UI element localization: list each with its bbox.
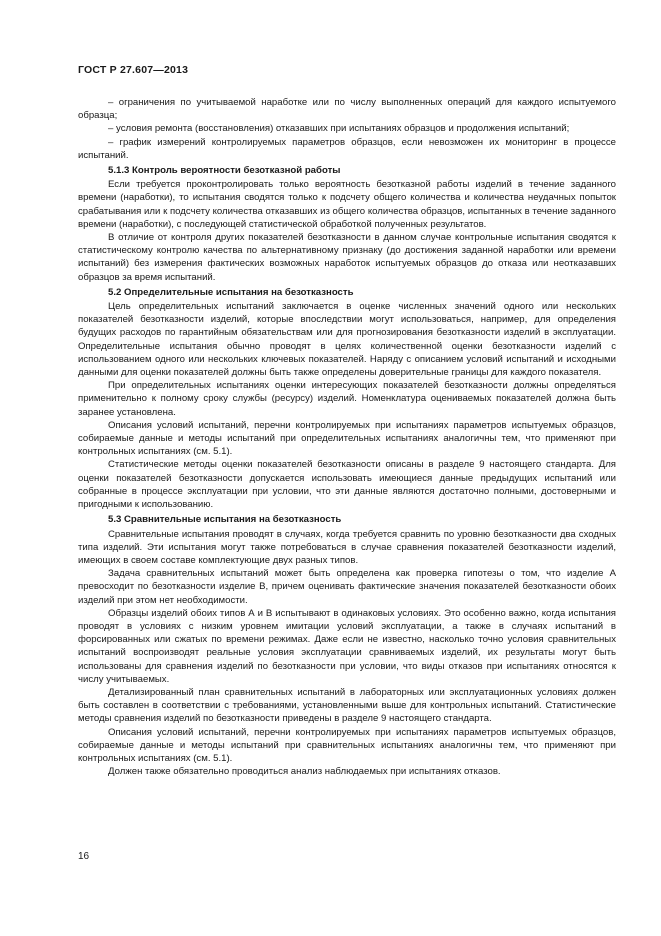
paragraph: Должен также обязательно проводиться анализ наблюдаемых при испытаниях отказов. <box>108 766 501 778</box>
section-heading-5-1-3: 5.1.3 Контроль вероятности безотказной работы <box>108 165 341 177</box>
paragraph: – график измерений контролируемых параметров образцов, если невозможен их мониторинг в процессе испытаний. <box>78 136 616 161</box>
document-header: ГОСТ Р 27.607—2013 <box>78 64 189 76</box>
paragraph: Сравнительные испытания проводят в случаях, когда требуется сравнить по уровню безотказности два сходных типа изделий. Эти испытания могут также потребоваться в случае сравнения показателей безотказности изделий, имеющих в своем составе комплектующие двух разных типов. <box>78 528 616 566</box>
paragraph: Описания условий испытаний, перечни контролируемых при испытаниях параметров испытуемых образцов, собираемые данные и методы испытаний при определительных испытаниях аналогичны тем, что применяют при контрольных испытаниях (см. 5.1). <box>78 419 616 458</box>
paragraph: Задача сравнительных испытаний может быть определена как проверка гипотезы о том, что изделие А превосходит по безотказности изделие В, причем оценивать фактические значения показателей безотказности обоих изделий при этом нет необходимости. <box>78 568 616 606</box>
paragraph: При определительных испытаниях оценки интересующих показателей безотказности должны определяться применительно к полному сроку службы (ресурсу) изделий. Номенклатура оцениваемых показателей должна быть заранее установлена. <box>78 380 616 418</box>
paragraph: В отличие от контроля других показателей безотказности в данном случае контрольные испытания сводятся к статистическому контролю качества по альтернативному признаку (до достижения заданной наработки или времени испытаний) без измерения фактических возможных наработок испытуемых образцов до отказа или неотказавших образцов за время испытаний. <box>78 232 616 283</box>
paragraph: – ограничения по учитываемой наработке или по числу выполненных операций для каждого испытуемого образца; <box>78 97 616 122</box>
paragraph: Образцы изделий обоих типов А и В испытывают в одинаковых условиях. Это особенно важно, когда испытания проводят в условиях с низким уровнем имитации условий эксплуатации, а также в случаях испытаний в форсированных или сжатых по времени режимах. Даже если не известно, насколько точно условия сравнительных испытаний воспроизводят реальные условия эксплуатации сравниваемых изделий, их результаты могут быть использованы для сравнения изделий по безотказности при условии, что виды отказов при испытаниях относятся к числу учитываемых. <box>78 607 616 685</box>
paragraph: Статистические методы оценки показателей безотказности описаны в разделе 9 настоящего стандарта. Для оценки показателей безотказности допускается использовать имеющиеся данные предыдущих испытаний или собранные в процессе эксплуатации при условии, что эти данные являются достаточно полными, достоверными и пригодными к использованию. <box>78 459 616 511</box>
section-heading-5-3: 5.3 Сравнительные испытания на безотказность <box>108 514 342 526</box>
paragraph: – условия ремонта (восстановления) отказавших при испытаниях образцов и продолжения испытаний; <box>108 123 570 135</box>
document-body <box>78 96 616 778</box>
paragraph: Цель определительных испытаний заключается в оценке численных значений одного или нескольких показателей безотказности изделий, которые впоследствии могут использоваться, например, для определения будущих расходов по гарантийным обязательствам или для прогнозирования безотказности изделий в эксплуатации. Определительные испытания обычно проводят в целях количественной оценки безотказности изделий с использованием одного или нескольких ключевых показателей. Наряду с описанием условий испытаний и исходными данными для оценки показателей должны быть также определены доверительные границы для каждого показателя. <box>78 301 616 379</box>
paragraph: Описания условий испытаний, перечни контролируемых при испытаниях параметров испытуемых образцов, собираемые данные и методы испытаний при сравнительных испытаниях аналогичны тем, что применяют при контрольных испытаниях (см. 5.1). <box>78 726 616 764</box>
page-number: 16 <box>78 851 90 862</box>
paragraph: Если требуется проконтролировать только вероятность безотказной работы изделий в течение заданного времени (наработки), то испытания сводятся только к подсчету общего количества и количества неудачных попыток срабатывания или к подсчету количества отказавших из общего количества образцов, испытанных в течение заданного времени (наработки), с последующей статистической обработкой полученных результатов. <box>78 179 616 230</box>
paragraph: Детализированный план сравнительных испытаний в лабораторных или эксплуатационных условиях должен быть составлен в соответствии с требованиями, установленными выше для контрольных испытаний. Статистические методы сравнения изделий по безотказности приведены в разделе 9 настоящего стандарта. <box>78 686 616 725</box>
section-heading-5-2: 5.2 Определительные испытания на безотказность <box>108 286 354 298</box>
